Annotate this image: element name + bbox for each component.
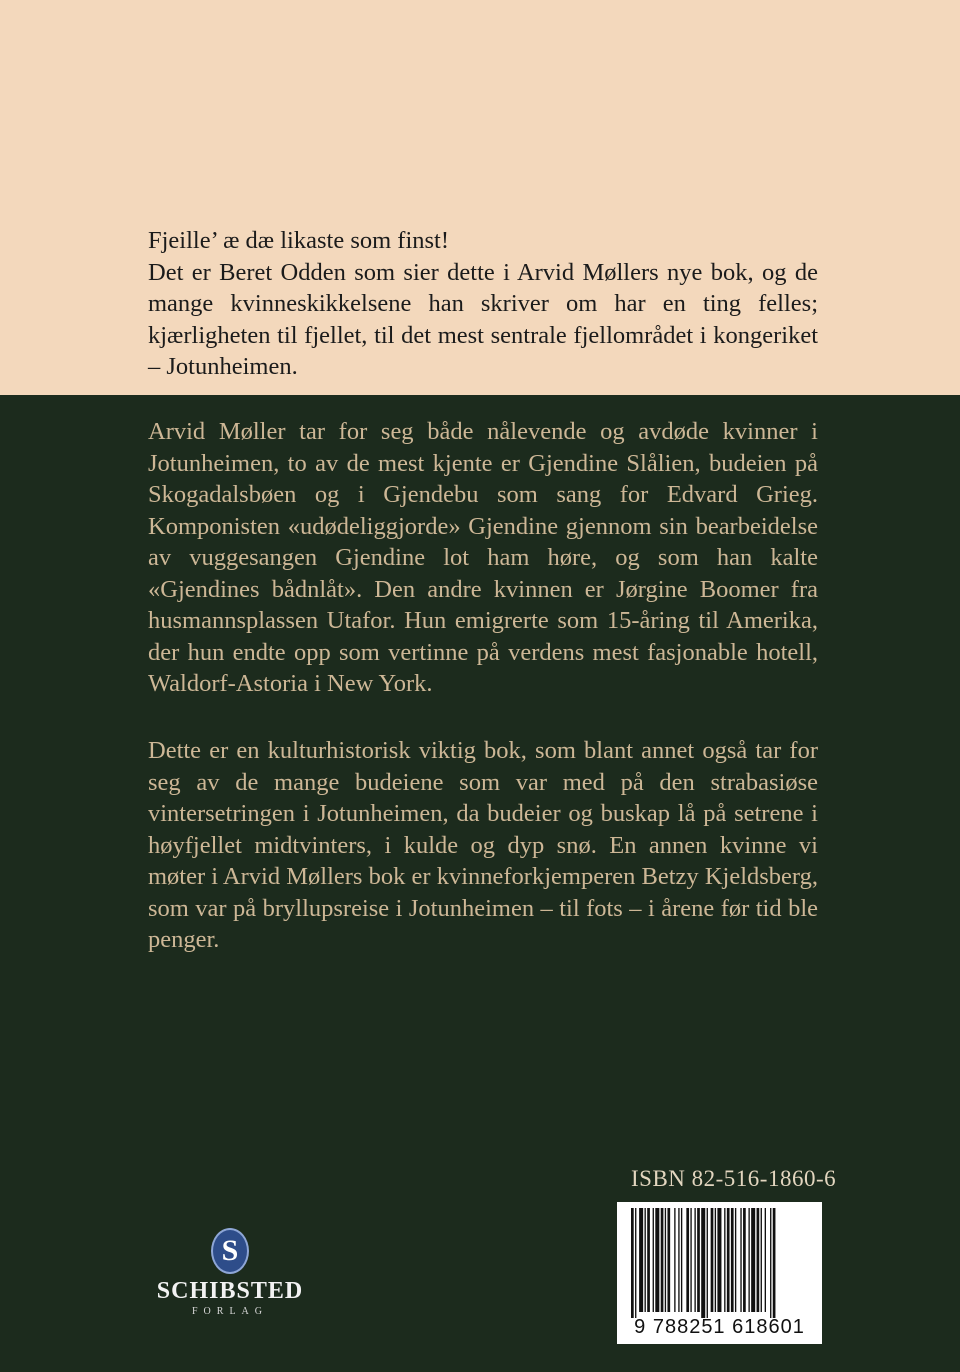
intro-text: Det er Beret Odden som sier dette i Arvid Møllers nye bok, og de mange kvinneskikkelsene han skriver om har en ting felles; kjærligheten til fjellet, til det mest sentrale fjellområdet i kongeriket – Jotunheimen. — [148, 258, 818, 380]
publisher-name: SCHIBSTED — [156, 1278, 304, 1304]
publisher-s-icon: S — [211, 1228, 249, 1274]
body-paragraph-2: Dette er en kulturhistorisk viktig bok, som blant annet også tar for seg av de mange budeiene som var med på den strabasiøse vintersetringen i Jotunheimen, da budeier og buskap lå på setrene i høyfjellet midtvinters, i kulde og dyp snø. En annen kvinne vi møter i Arvid Møllers bok er kvinneforkjemperen Betzy Kjeldsberg, som var på bryllupsreise i Jotunheimen – til fots – i årene før tid ble penger. — [148, 737, 818, 953]
body-paragraph-1: Arvid Møller tar for seg både nålevende og avdøde kvinner i Jotunheimen, to av de mest kjente er Gjendine Slålien, budeien på Skogadalsbøen og i Gjendebu som sang for Edvard Grieg. Komponisten «udødeliggjorde» Gjendine gjennom sin bearbeidelse av vuggesangen Gjendine lot ham høre, og som han kalte «Gjendines bådnlåt». Den andre kvinnen er Jørgine Boomer fra husmannsplassen Utafor. Hun emigrerte som 15-åring til Amerika, der hun endte opp som vertinne på verdens mest fasjonable hotell, Waldorf-Astoria i New York. — [148, 418, 818, 697]
publisher-logo — [150, 1228, 310, 1338]
barcode-bars-icon — [617, 1202, 822, 1318]
intro-heading: Fjeille’ æ dæ likaste som finst! — [148, 227, 450, 254]
intro-block — [148, 225, 818, 383]
barcode — [617, 1202, 822, 1344]
isbn-label: ISBN 82-516-1860-6 — [631, 1166, 837, 1191]
barcode-digits: 9 788251 618601 — [634, 1316, 805, 1338]
publisher-sub: FORLAG — [191, 1306, 268, 1317]
